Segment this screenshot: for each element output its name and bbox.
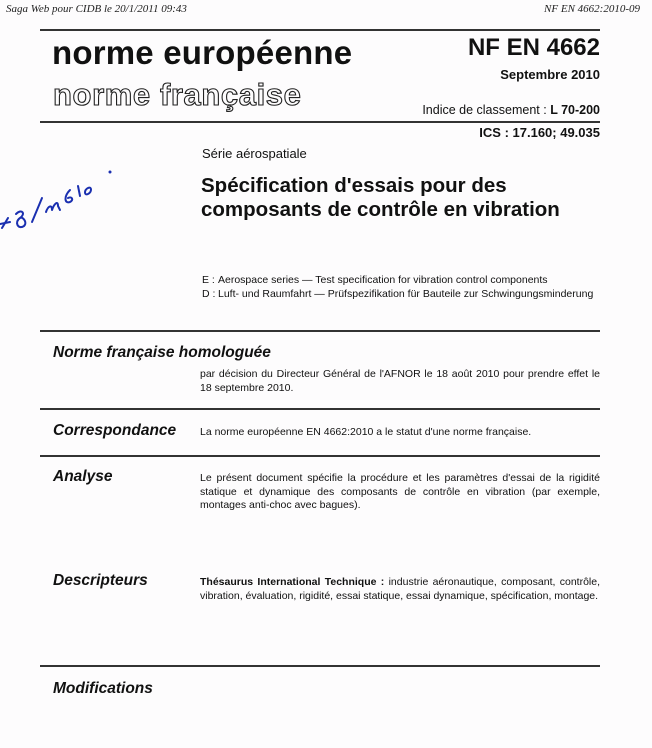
classification-label: Indice de classement : — [422, 103, 551, 117]
thesaurus-label: Thésaurus International Technique : — [200, 576, 389, 588]
masthead-french: norme française — [53, 77, 302, 112]
handwriting-stroke-8 — [16, 211, 25, 227]
handwriting-1 — [78, 186, 80, 196]
section-title-analyse: Analyse — [53, 468, 113, 485]
section-body-descripteurs — [200, 576, 600, 603]
title-line-1: Spécification d'essais pour des — [201, 174, 507, 197]
section-title-homologuee: Norme française homologuée — [53, 344, 271, 361]
publication-date: Septembre 2010 — [500, 67, 600, 82]
translation-german: D : Luft- und Raumfahrt — Prüfspezifikation für Bauteile zur Schwingungsminderung — [202, 288, 594, 300]
classification-index — [422, 103, 600, 117]
ics-codes: ICS : 17.160; 49.035 — [479, 125, 600, 140]
handwriting-slash — [32, 198, 42, 222]
handwriting-0 — [85, 188, 91, 195]
section-body-analyse: Le présent document spécifie la procédure et les paramètres d'essai de la rigidité statique et dynamique des composants de contrôle en vibration (par exemple, montages anti-choc avec bagues). — [200, 472, 600, 511]
section-body-homologuee: par décision du Directeur Général de l'AFNOR le 18 août 2010 pour prendre effet le 18 septembre 2010. — [200, 368, 600, 394]
divider-top — [40, 29, 600, 31]
section-title-descripteurs: Descripteurs — [53, 572, 148, 589]
standard-code: NF EN 4662 — [467, 34, 600, 61]
handwriting-dot — [109, 171, 112, 174]
divider-homologuee — [40, 330, 600, 332]
divider-correspondance — [40, 408, 600, 410]
document-title — [201, 174, 621, 222]
handwriting-6 — [66, 190, 73, 202]
divider-analyse — [40, 455, 600, 457]
classification-value: L 70-200 — [550, 103, 600, 117]
handwriting-4 — [46, 203, 60, 212]
translation-english: E : Aerospace series — Test specification for vibration control components — [202, 274, 548, 286]
title-line-2: composants de contrôle en vibration — [201, 198, 560, 221]
document-series: Série aérospatiale — [202, 146, 307, 161]
divider-masthead — [40, 121, 600, 123]
section-title-correspondance: Correspondance — [53, 422, 177, 439]
handwritten-annotation — [0, 160, 130, 240]
descriptor-keywords: industrie aéronautique, composant, contrôle, vibration, évaluation, rigidité, essai statique, essai dynamique, spécification, montage. — [200, 576, 600, 602]
section-title-modifications: Modifications — [53, 680, 153, 697]
title-translations — [202, 273, 593, 301]
print-header-left: Saga Web pour CIDB le 20/1/2011 09:43 — [6, 3, 187, 15]
print-header-right: NF EN 4662:2010-09 — [544, 3, 640, 15]
divider-modifications — [40, 665, 600, 667]
masthead-european: norme européenne — [52, 34, 353, 71]
handwriting-stroke-1 — [0, 218, 10, 228]
section-body-correspondance: La norme européenne EN 4662:2010 a le statut d'une norme française. — [200, 426, 532, 438]
